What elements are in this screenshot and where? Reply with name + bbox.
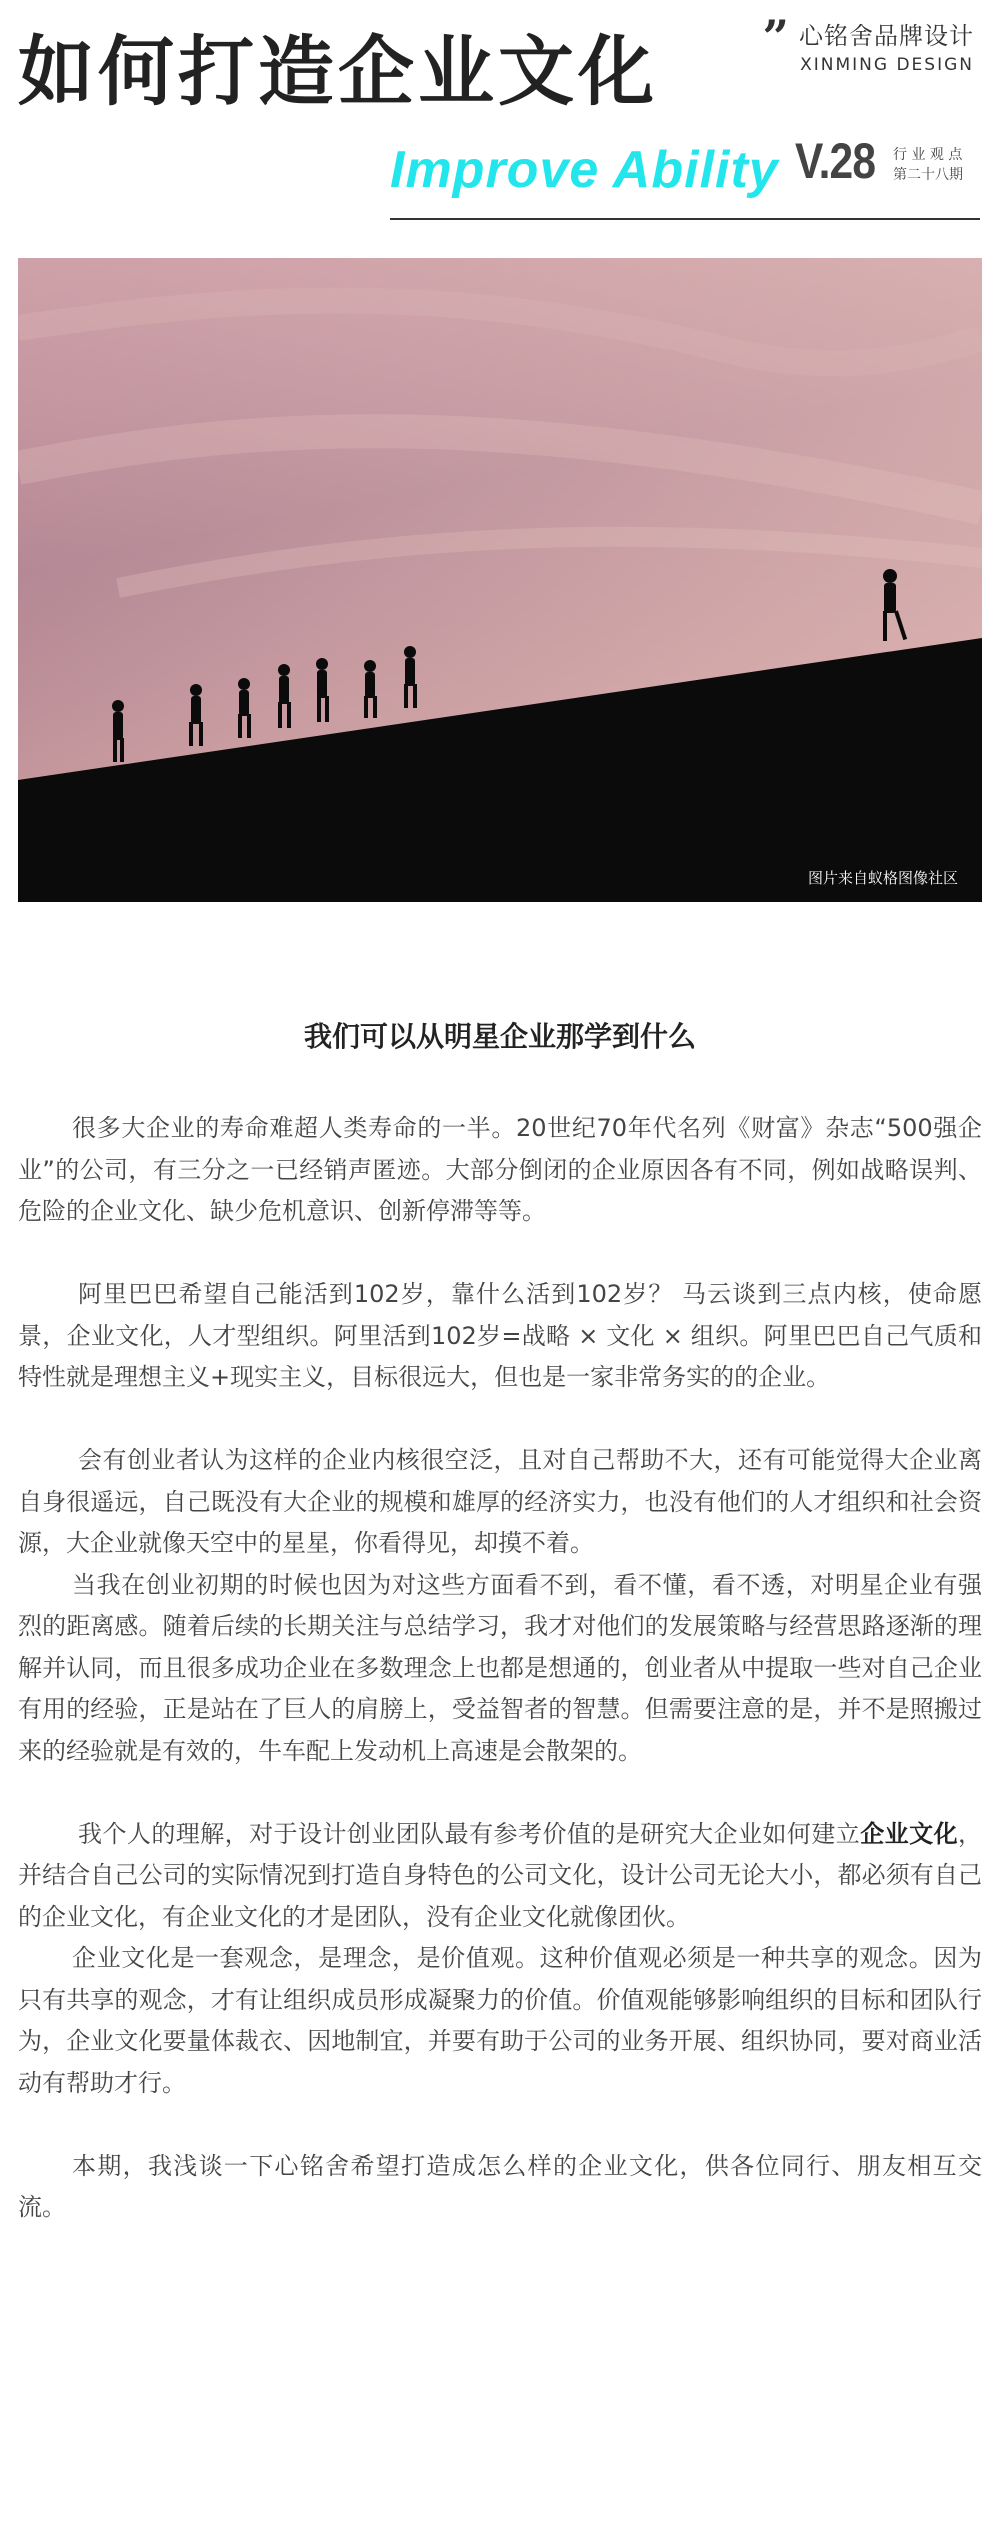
issue-meta — [893, 145, 963, 185]
article-paragraph — [18, 1814, 982, 1939]
paragraph-spacer — [18, 1772, 982, 1814]
issue-period: 第二十八期 — [893, 167, 963, 183]
hero-image — [18, 258, 982, 902]
section-title: 我们可以从明星企业那学到什么 — [303, 1020, 696, 1053]
article-body — [18, 1108, 982, 2229]
highlight-text: 企业文化 — [860, 1819, 959, 1848]
brand-block — [762, 9, 974, 75]
quote-icon: ” — [762, 9, 789, 64]
paragraph-spacer — [18, 1233, 982, 1275]
improve-ability-heading: Improve Ability — [390, 141, 779, 199]
paragraph-text: ，并结合自己公司的实际情况到打造自身特色的公司文化，设计公司无论大小，都必须有自己的企业文化，有企业文化的才是团队，没有企业文化就像团伙。 — [18, 1819, 983, 1931]
article-paragraph: 企业文化是一套观念，是理念，是价值观。这种价值观必须是一种共享的观念。因为只有共享的观念，才有让组织成员形成凝聚力的价值。价值观能够影响组织的目标和团队行为，企业文化要量体裁衣、因地制宜，并要有助于公司的业务开展、组织协同，要对商业活动有帮助才行。 — [18, 1944, 982, 2097]
article-paragraph: 当我在创业初期的时候也因为对这些方面看不到，看不懂，看不透，对明星企业有强烈的距离感。随着后续的长期关注与总结学习，我才对他们的发展策略与经营思路逐渐的理解并认同，而且很多成功企业在多数理念上也都是想通的，创业者从中提取一些对自己企业有用的经验，正是站在了巨人的肩膀上，受益智者的智慧。但需要注意的是，并不是照搬过来的经验就是有效的，牛车配上发动机上高速是会散架的。 — [18, 1570, 982, 1765]
brand-english-name: XINMING DESIGN — [800, 55, 974, 75]
paragraph-spacer — [18, 2104, 982, 2146]
article-paragraph: 会有创业者认为这样的企业内核很空泛，且对自己帮助不大，还有可能觉得大企业离自身很遥远，自己既没有大企业的规模和雄厚的经济实力，也没有他们的人才组织和社会资源，大企业就像天空中的星星，你看得见，却摸不着。 — [18, 1446, 982, 1557]
issue-number: V.28 — [795, 133, 876, 189]
issue-category: 行 业 观 点 — [893, 147, 963, 163]
paragraph-text: 我个人的理解，对于设计创业团队最有参考价值的是研究大企业如何建立 — [78, 1819, 861, 1848]
header-divider — [390, 218, 980, 220]
sunset-silhouette-illustration — [18, 258, 982, 902]
article-paragraph: 本期，我浅谈一下心铭舍希望打造成怎么样的企业文化，供各位同行、朋友相互交流。 — [18, 2151, 982, 2221]
brand-name: 心铭舍品牌设计 — [799, 22, 974, 50]
page-title: 如何打造企业文化 — [18, 27, 658, 116]
article-paragraph: 很多大企业的寿命难超人类寿命的一半。20世纪70年代名列《财富》杂志“500强企业”的公司，有三分之一已经销声匿迹。大部分倒闭的企业原因各有不同，例如战略误判、危险的企业文化、缺少危机意识、创新停滞等等。 — [18, 1114, 982, 1225]
article-paragraph: 阿里巴巴希望自己能活到102岁，靠什么活到102岁？ 马云谈到三点内核，使命愿景，企业文化，人才型组织。阿里活到102岁=战略 × 文化 × 组织。阿里巴巴自己气质和特性就是理想主义+现实主义，目标很远大，但也是一家非常务实的的企业。 — [18, 1280, 982, 1391]
image-caption: 图片来自蚁格图像社区 — [807, 869, 958, 887]
paragraph-spacer — [18, 1399, 982, 1441]
